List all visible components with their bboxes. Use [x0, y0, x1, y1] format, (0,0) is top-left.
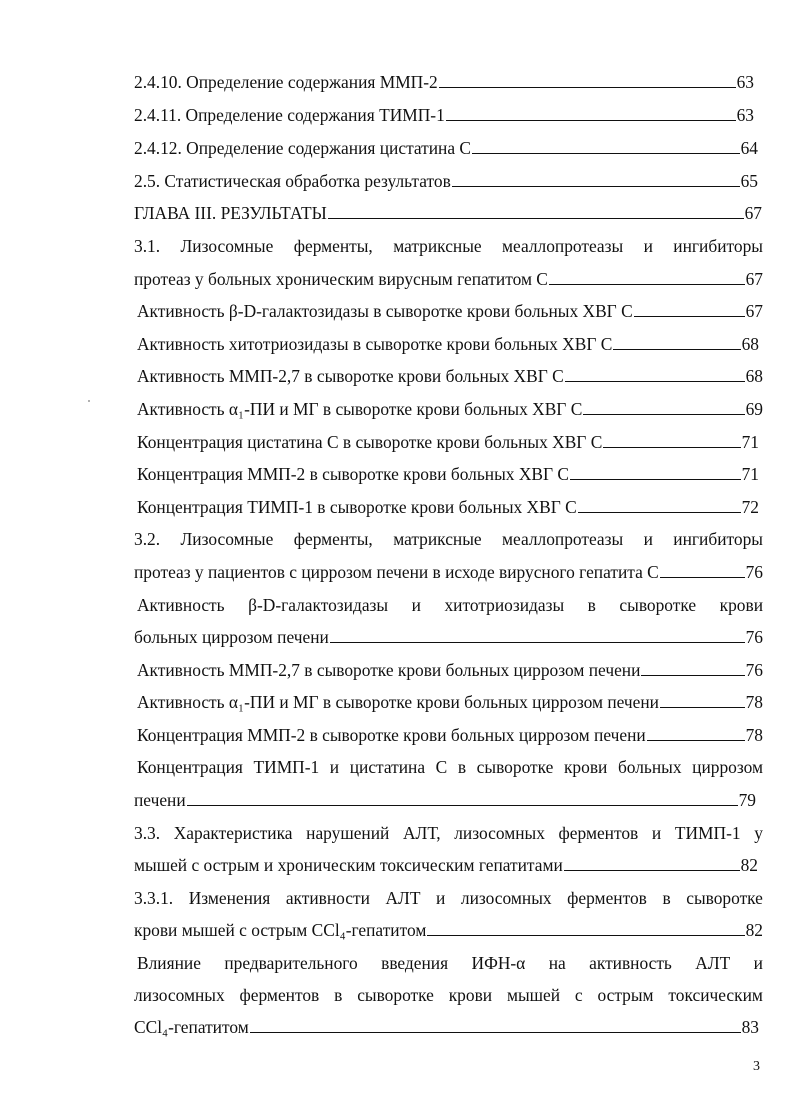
leader-line	[583, 414, 744, 415]
word: лизосомных	[454, 823, 545, 843]
toc-entry[interactable]	[137, 692, 763, 712]
leader-line	[549, 284, 745, 285]
leader-line	[660, 577, 745, 578]
word: ферменты,	[293, 236, 373, 256]
toc-entry[interactable]	[137, 497, 759, 517]
toc-entry-title: протеаз у больных хроническим вирусным гепатитом С	[134, 269, 548, 289]
word: Лизосомные	[180, 236, 274, 256]
toc-entry[interactable]	[137, 660, 763, 680]
word: Влияние	[137, 953, 201, 973]
toc-page-number: 64	[740, 138, 758, 158]
toc-entry-title: Концентрация ММП-2 в сыворотке крови больных ХВГ С	[137, 464, 569, 484]
toc-entry-title: Активность α₁-ПИ и МГ в сыворотке крови больных ХВГ С	[137, 399, 583, 419]
word: в	[334, 985, 343, 1005]
toc-entry-title: Концентрация ММП-2 в сыворотке крови больных циррозом печени	[137, 725, 646, 745]
word: с	[574, 985, 583, 1005]
leader-line	[578, 512, 741, 513]
toc-entry[interactable]	[134, 627, 763, 647]
word: и	[411, 595, 421, 615]
leader-line	[472, 153, 740, 154]
toc-entry-title: крови мышей с острым CCl₄-гепатитом	[134, 920, 427, 940]
word: ИФН-α	[471, 953, 526, 973]
scan-speck	[88, 400, 90, 402]
leader-line	[427, 935, 744, 936]
toc-entry-line	[134, 985, 763, 1005]
word: и	[651, 823, 662, 843]
word: введения	[381, 953, 449, 973]
word: Активность	[137, 595, 225, 615]
toc-entry-line	[134, 236, 763, 256]
toc-entry[interactable]	[137, 432, 759, 452]
toc-entry[interactable]	[137, 464, 759, 484]
leader-line	[439, 87, 736, 88]
toc-page-number: 76	[745, 627, 763, 647]
toc-entry-title: протеаз у пациентов с циррозом печени в исходе вирусного гепатита С	[134, 562, 659, 582]
toc-entry-title: CCl₄-гепатитом	[134, 1017, 249, 1037]
word: сыворотке	[686, 888, 763, 908]
word: ферментов	[567, 888, 647, 908]
word: и	[436, 888, 446, 908]
word: лизосомных	[134, 985, 225, 1005]
toc-entry[interactable]	[134, 562, 763, 582]
toc-entry-title: печени	[134, 790, 186, 810]
toc-entry[interactable]	[137, 725, 763, 745]
toc-page-number: 82	[740, 855, 758, 875]
word: меаллопротеазы	[502, 236, 624, 256]
toc-page-number: 78	[745, 725, 763, 745]
leader-line	[613, 349, 740, 350]
leader-line	[446, 120, 736, 121]
leader-line	[452, 186, 740, 187]
toc-entry[interactable]	[134, 72, 754, 92]
toc-page-number: 78	[745, 692, 763, 712]
toc-entry-line	[134, 888, 763, 908]
toc-page-number: 67	[745, 269, 763, 289]
word: на	[548, 953, 566, 973]
leader-line	[187, 805, 738, 806]
leader-line	[647, 740, 745, 741]
toc-page-number: 67	[744, 203, 762, 223]
toc-entry[interactable]	[134, 203, 762, 223]
toc-entry[interactable]	[134, 105, 754, 125]
word: предварительного	[224, 953, 358, 973]
toc-page-number: 76	[745, 660, 763, 680]
toc-entry-title: 2.4.11. Определение содержания ТИМП-1	[134, 105, 445, 125]
toc-page-number: 65	[740, 171, 758, 191]
toc-entry[interactable]	[137, 334, 759, 354]
word: сыворотке	[357, 985, 434, 1005]
leader-line	[570, 479, 741, 480]
toc-entry[interactable]	[134, 1017, 759, 1037]
toc-entry-title: больных циррозом печени	[134, 627, 329, 647]
word: Характеристика	[173, 823, 293, 843]
word: активность	[589, 953, 672, 973]
word: меаллопротеазы	[502, 529, 624, 549]
word: хитотриозидазы	[444, 595, 565, 615]
toc-entry-line	[137, 595, 763, 615]
toc-entry-title: мышей с острым и хроническим токсическим гепатитами	[134, 855, 563, 875]
word: токсическим	[668, 985, 763, 1005]
word: Изменения	[188, 888, 271, 908]
toc-entry-title: 2.5. Статистическая обработка результатов	[134, 171, 451, 191]
word: ферментов	[558, 823, 639, 843]
word: β-D-галактозидазы	[248, 595, 389, 615]
toc-page-number: 63	[736, 72, 754, 92]
word: ферментов	[239, 985, 320, 1005]
toc-entry-line	[134, 823, 763, 843]
word: и	[643, 529, 653, 549]
toc-entry[interactable]	[134, 269, 763, 289]
word: ферменты,	[293, 529, 373, 549]
toc-entry-title: Активность ММП-2,7 в сыворотке крови больных ХВГ С	[137, 366, 564, 386]
leader-line	[634, 316, 745, 317]
leader-line	[250, 1032, 741, 1033]
toc-entry-title: Активность β-D-галактозидазы в сыворотке крови больных ХВГ С	[137, 301, 633, 321]
toc-entry[interactable]	[134, 790, 756, 810]
word: 3.3.1.	[134, 888, 174, 908]
toc-page-number: 71	[741, 464, 759, 484]
word: ТИМП-1	[674, 823, 741, 843]
toc-entry[interactable]	[137, 366, 763, 386]
leader-line	[328, 218, 744, 219]
leader-line	[603, 447, 740, 448]
word: в	[587, 595, 596, 615]
word: крови	[719, 595, 763, 615]
word: Лизосомные	[180, 529, 274, 549]
word: матриксные	[393, 529, 482, 549]
word: 3.3.	[134, 823, 161, 843]
toc-page-number: 72	[741, 497, 759, 517]
word: и	[643, 236, 653, 256]
word: лизосомных	[460, 888, 552, 908]
word: 3.1.	[134, 236, 161, 256]
word: крови	[448, 985, 493, 1005]
toc-entry[interactable]	[134, 855, 758, 875]
toc-entry-title: Концентрация цистатина С в сыворотке крови больных ХВГ С	[137, 432, 603, 452]
toc-page-number: 63	[736, 105, 754, 125]
toc-page-number: 69	[745, 399, 763, 419]
word: АЛТ	[385, 888, 421, 908]
toc-entry[interactable]	[137, 399, 763, 419]
word: острым	[597, 985, 654, 1005]
toc-entry-title: Активность хитотриозидазы в сыворотке крови больных ХВГ С	[137, 334, 613, 354]
toc-page-number: 68	[741, 334, 759, 354]
word: активности	[285, 888, 370, 908]
word: матриксные	[393, 236, 482, 256]
word: нарушений	[306, 823, 390, 843]
toc-page-number: 83	[741, 1017, 759, 1037]
word: в	[662, 888, 671, 908]
leader-line	[564, 870, 740, 871]
word: 3.2.	[134, 529, 161, 549]
toc-entry-title: 2.4.12. Определение содержания цистатина С	[134, 138, 472, 158]
toc-entry[interactable]	[134, 920, 763, 940]
word: и	[753, 953, 763, 973]
toc-entry-line: Концентрация ТИМП-1 и цистатина С в сыворотке крови больных циррозом	[137, 757, 763, 777]
leader-line	[565, 381, 745, 382]
word: ингибиторы	[673, 529, 763, 549]
toc-entry-title: 2.4.10. Определение содержания ММП-2	[134, 72, 438, 92]
toc-page-number: 82	[745, 920, 763, 940]
page-number: 3	[753, 1059, 760, 1074]
toc-page-number: 71	[741, 432, 759, 452]
toc-entry[interactable]	[134, 138, 758, 158]
toc-page-number: 79	[738, 790, 756, 810]
leader-line	[660, 707, 745, 708]
toc-entry-title: Активность α₁-ПИ и МГ в сыворотке крови больных циррозом печени	[137, 692, 659, 712]
word: ингибиторы	[673, 236, 763, 256]
toc-entry-line	[137, 953, 763, 973]
word: мышей	[506, 985, 561, 1005]
toc-entry-title: Концентрация ТИМП-1 в сыворотке крови больных ХВГ С	[137, 497, 577, 517]
word: АЛТ,	[403, 823, 441, 843]
toc-chapter-title: ГЛАВА III. РЕЗУЛЬТАТЫ	[134, 203, 327, 223]
word: АЛТ	[695, 953, 731, 973]
leader-line	[330, 642, 745, 643]
toc-page-number: 76	[745, 562, 763, 582]
toc-page-number: 68	[745, 366, 763, 386]
toc-entry[interactable]	[137, 301, 763, 321]
toc-entry-title: Активность ММП-2,7 в сыворотке крови больных циррозом печени	[137, 660, 641, 680]
word: у	[754, 823, 763, 843]
toc-page-number: 67	[745, 301, 763, 321]
leader-line	[641, 675, 744, 676]
toc-entry[interactable]	[134, 171, 758, 191]
toc-entry-line	[134, 529, 763, 549]
word: сыворотке	[619, 595, 697, 615]
